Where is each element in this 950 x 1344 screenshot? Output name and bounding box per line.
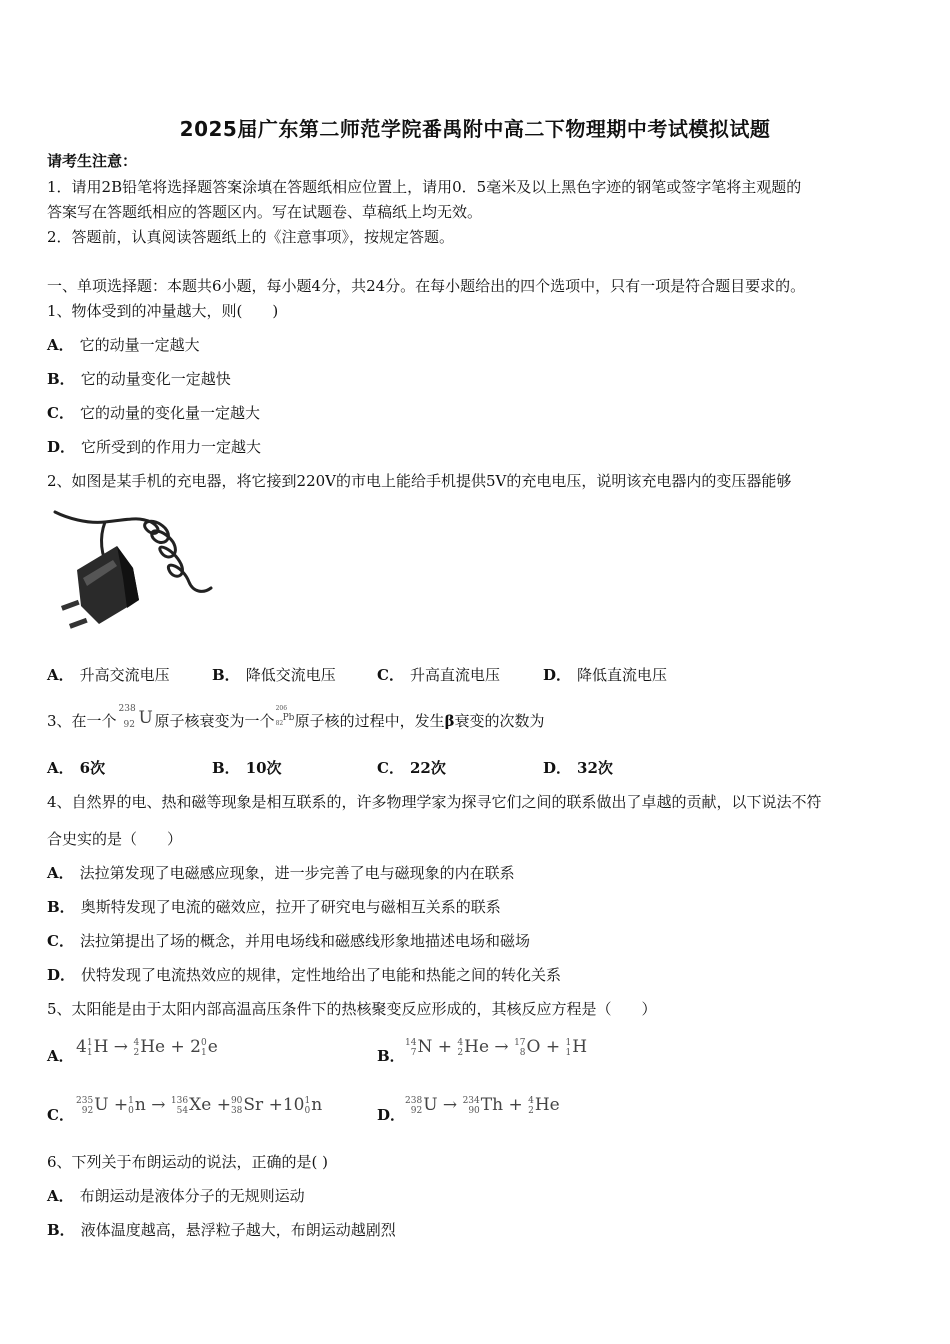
reaction-arrow: → [442,1095,458,1115]
mass-number: 1 [565,1037,572,1048]
mass-number: 1 [86,1037,93,1048]
q2-option-d [543,665,667,685]
q4-option-c [47,931,530,951]
plus-sign: + [216,1095,231,1115]
option-letter: D． [47,966,76,984]
q3-option-c [377,758,446,778]
q6-option-a [47,1186,305,1206]
q4-option-b [47,897,501,917]
nuclide-scripts [133,1038,139,1058]
coefficient: 4 [76,1037,87,1057]
mass-number: 136 [170,1095,189,1106]
option-text: 它的动量变化一定越快 [80,370,231,388]
q5-option-a-letter: A． [47,1047,74,1065]
mass-number: 14 [405,1037,417,1048]
option-letter: B． [212,759,240,777]
q2-option-c [377,665,500,685]
question-4-stem-line-2: 合史实的是（ ） [47,830,183,848]
atomic-number: 1 [200,1047,207,1058]
element-symbol: U [94,1095,109,1115]
q4-option-d [47,965,561,985]
mass-number: 0 [200,1037,207,1048]
coefficient: 2 [190,1037,201,1057]
atomic-number: 92 [81,1105,94,1116]
option-letter: A． [47,666,74,684]
atomic-number: 2 [133,1047,140,1058]
page-title: 2025届广东第二师范学院番禺附中高二下物理期中考试模拟试题 [179,117,771,141]
plus-sign: + [113,1095,129,1115]
option-text: 它的动量一定越大 [79,336,200,354]
mass-number: 238 [405,1095,423,1106]
nuclide-scripts [231,1096,242,1116]
atomic-number: 38 [230,1105,243,1116]
q2-option-b [212,665,336,685]
atomic-number: 0 [128,1105,134,1116]
option-text: 奥斯特发现了电流的磁效应，拉开了研究电与磁相互关系的联系 [80,898,501,916]
mass-number: 238 [118,704,136,714]
option-text: 液体温度越高，悬浮粒子越大，布朗运动越剧烈 [80,1221,396,1239]
plus-sign: + [170,1037,185,1057]
option-text: 22次 [409,759,446,777]
q6-option-b [47,1220,396,1240]
nuclide-scripts [457,1038,463,1058]
option-text: 法拉第提出了场的概念，并用电场线和磁感线形象地描述电场和磁场 [79,932,530,950]
reaction-arrow: → [494,1037,509,1057]
uranium-nuclide [117,704,155,733]
question-6-stem: 6、下列关于布朗运动的说法，正确的是( ) [47,1153,329,1171]
element-symbol: Sr [243,1095,264,1115]
option-letter: C． [47,932,74,950]
option-letter: C． [377,666,404,684]
element-symbol: e [207,1037,218,1057]
option-text: 10次 [245,759,282,777]
phone-charger-image [47,508,217,638]
q3-option-d [543,758,613,778]
q5-option-d-letter: D． [377,1106,406,1124]
q5-equation-b [405,1036,587,1058]
notice-heading: 请考生注意： [47,152,138,170]
option-letter: A． [47,759,74,777]
option-text: 降低直流电压 [577,666,668,684]
q2-option-a [47,665,170,685]
q1-option-d [47,437,261,457]
q3-option-a [47,758,105,778]
q1-option-b [47,369,231,389]
option-letter: A． [47,1187,74,1205]
q5-option-c-letter: C． [47,1106,74,1124]
element-symbol: n [134,1095,146,1115]
q3-middle: 原子核衰变为一个 [154,712,275,730]
plus-sign: + [268,1095,283,1115]
atomic-number: 7 [410,1047,417,1058]
element-symbol: N [417,1037,433,1057]
element-symbol: U [138,708,153,728]
atomic-number: 90 [468,1105,480,1116]
reaction-arrow: → [151,1095,166,1115]
atomic-number: 1 [86,1047,93,1058]
nuclide-scripts [201,1038,207,1058]
element-symbol: Xe [189,1095,212,1115]
q1-option-a [47,335,200,355]
atomic-number: 2 [528,1105,534,1116]
option-letter: D． [47,438,76,456]
atomic-number: 2 [457,1047,464,1058]
option-text: 降低交流电压 [245,666,336,684]
option-text: 它的动量的变化量一定越大 [79,404,260,422]
mass-number: 234 [462,1095,480,1106]
nuclide-scripts [528,1096,534,1116]
option-letter: B． [47,1221,75,1239]
q3-suffix: 原子核的过程中，发生 [294,712,445,730]
option-letter: A． [47,864,74,882]
beta-symbol: β [444,712,455,730]
option-text: 升高直流电压 [409,666,500,684]
element-symbol: He [464,1037,490,1057]
nuclide-scripts [514,1038,525,1058]
nuclide-scripts [405,1038,416,1058]
plus-sign: + [437,1037,452,1057]
option-text: 6次 [79,759,106,777]
element-symbol: O [526,1037,541,1057]
q5-equation-d [405,1094,560,1116]
q5-equation-c [76,1094,322,1116]
notice-line-3: 2．答题前，认真阅读答题纸上的《注意事项》，按规定答题。 [47,228,455,246]
mass-number: 1 [304,1095,311,1106]
element-symbol: He [534,1095,560,1115]
mass-number: 90 [230,1095,243,1106]
notice-line-2: 答案写在答题纸相应的答题区内。写在试题卷、草稿纸上均无效。 [47,203,483,221]
question-2-stem: 2、如图是某手机的充电器，将它接到220V的市电上能给手机提供5V的充电电压，说明该充电器内的变压器能够 [47,472,792,490]
option-letter: B． [212,666,240,684]
question-5-stem: 5、太阳能是由于太阳内部高温高压条件下的热核聚变反应形成的，其核反应方程是（ ） [47,1000,657,1018]
coefficient: 10 [282,1095,305,1115]
element-symbol: He [140,1037,166,1057]
element-symbol: H [572,1037,588,1057]
element-symbol: Th [480,1095,504,1115]
option-text: 升高交流电压 [79,666,170,684]
option-letter: A． [47,336,74,354]
q3-prefix: 3、在一个 [47,712,117,730]
option-letter: D． [543,666,572,684]
mass-number: 1 [128,1095,134,1106]
element-symbol: Pb [282,713,295,723]
atomic-number: 92 [123,720,135,730]
option-text: 它所受到的作用力一定越大 [81,438,262,456]
nuclide-scripts [463,1096,480,1116]
question-4-stem-line-1: 4、自然界的电、热和磁等现象是相互联系的，许多物理学家为探寻它们之间的联系做出了卓越的贡献，以下说法不符 [47,793,822,811]
option-letter: C． [377,759,404,777]
plus-sign: + [545,1037,561,1057]
q1-option-c [47,403,260,423]
option-text: 伏特发现了电流热效应的规律，定性地给出了电能和热能之间的转化关系 [81,966,562,984]
option-text: 32次 [577,759,613,777]
atomic-number: 0 [304,1105,311,1116]
mass-number: 4 [528,1095,534,1106]
nuclide-scripts [76,1096,93,1116]
lead-nuclide [275,705,295,733]
nuclide-scripts [304,1096,310,1116]
nuclide-scripts [128,1096,134,1116]
q3-end: 衰变的次数为 [454,712,545,730]
nuclide-scripts [405,1096,422,1116]
q5-equation-a [76,1036,218,1058]
option-letter: B． [47,370,75,388]
question-1-stem: 1、物体受到的冲量越大，则( ) [47,302,279,320]
q3-option-b [212,758,282,778]
atomic-number: 92 [410,1105,423,1116]
q4-option-a [47,863,515,883]
atomic-number: 8 [519,1047,526,1058]
mass-number: 235 [76,1095,94,1106]
element-symbol: U [423,1095,438,1115]
mass-number: 4 [457,1037,464,1048]
option-letter: C． [47,404,74,422]
option-letter: B． [47,898,75,916]
q5-option-b-letter: B． [377,1047,405,1065]
reaction-arrow: → [113,1037,129,1057]
notice-line-1: 1．请用2B铅笔将选择题答案涂填在答题纸相应位置上，请用0．5毫米及以上黑色字迹的钢笔或签字笔将主观题的 [47,178,802,196]
option-letter: D． [543,759,572,777]
element-symbol: n [311,1095,323,1115]
plus-sign: + [508,1095,523,1115]
mass-number: 4 [133,1037,140,1048]
question-3-stem [47,704,545,733]
nuclide-scripts [171,1096,188,1116]
option-text: 法拉第发现了电磁感应现象，进一步完善了电与磁现象的内在联系 [79,864,515,882]
atomic-number: 82 [275,720,284,727]
atomic-number: 1 [565,1047,572,1058]
nuclide-scripts [87,1038,93,1058]
mass-number: 17 [514,1037,526,1048]
atomic-number: 54 [176,1105,189,1116]
element-symbol: H [93,1037,109,1057]
mass-number: 206 [275,705,288,712]
option-text: 布朗运动是液体分子的无规则运动 [79,1187,305,1205]
nuclide-scripts [566,1038,572,1058]
section-heading: 一、单项选择题：本题共6小题，每小题4分，共24分。在每小题给出的四个选项中，只有一项是符合题目要求的。 [47,277,806,295]
